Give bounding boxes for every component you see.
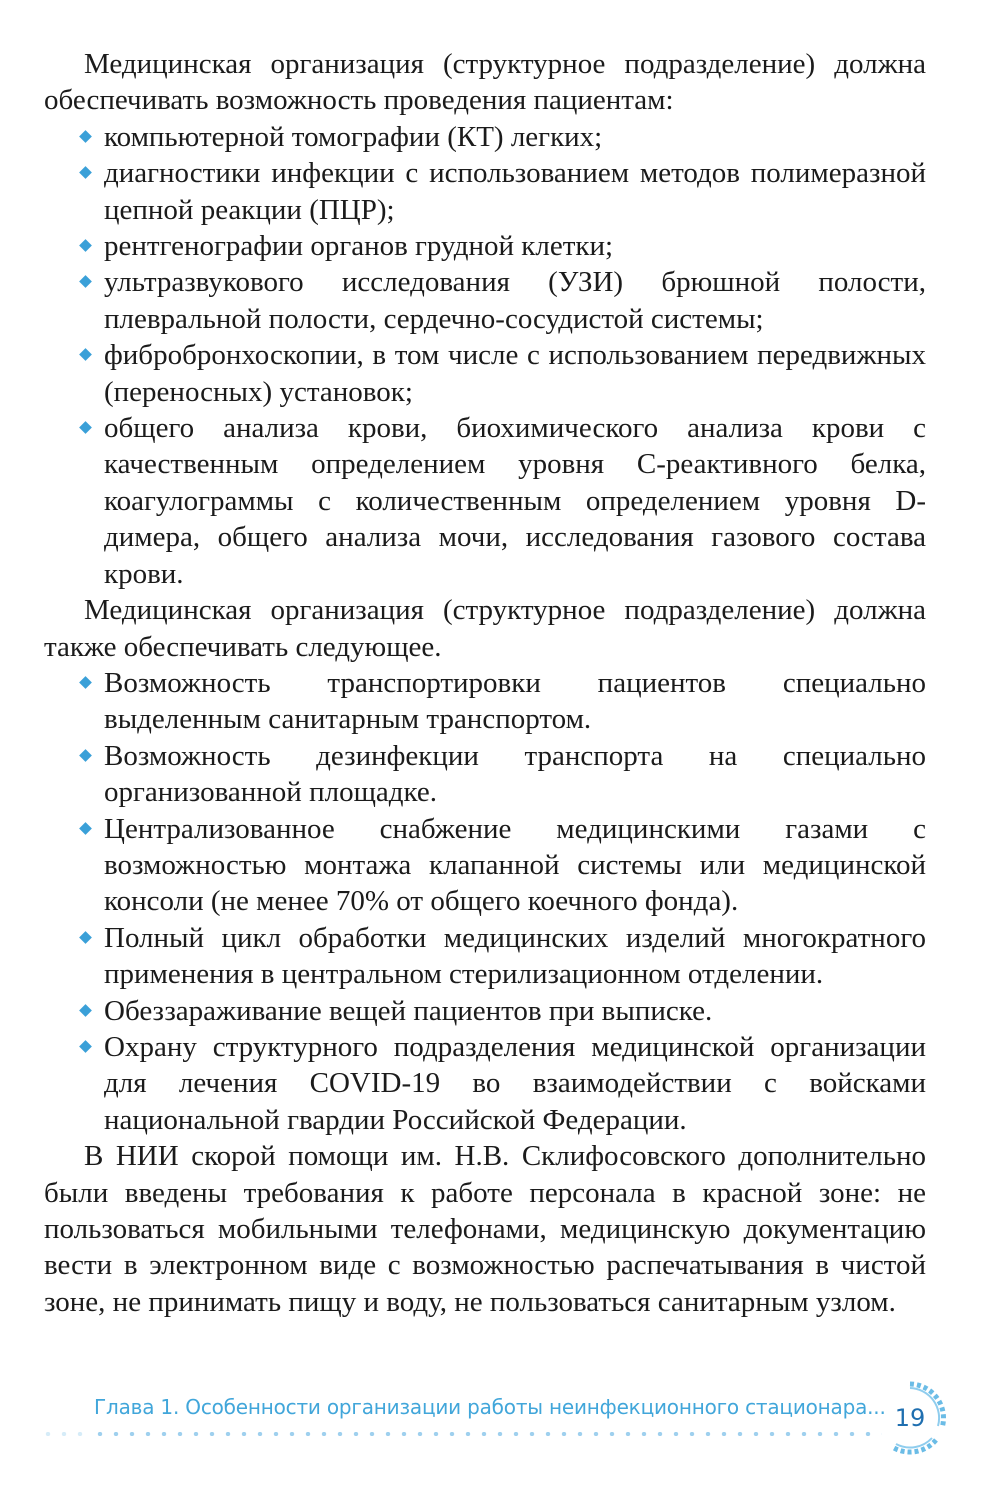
list-item <box>104 665 926 738</box>
diamond-bullet-icon <box>79 276 92 289</box>
footer-dotted-line-fade <box>40 1432 92 1436</box>
list-item-text: ультразвукового исследования (УЗИ) брюшной полости, плевральной полости, сердечно-сосудистой системы; <box>104 266 926 335</box>
list-item-text: Полный цикл обработки медицинских изделий многократного применения в центральном стерилизационном отделении. <box>104 921 926 991</box>
list-item-text: Обеззараживание вещей пациентов при выписке. <box>104 994 713 1027</box>
list-item <box>104 410 926 592</box>
page-number-badge <box>870 1378 950 1458</box>
list-item-text: фибробронхоскопии, в том числе с использованием передвижных (переносных) установок; <box>104 339 926 408</box>
final-paragraph: В НИИ скорой помощи им. Н.В. Склифосовского дополнительно были введены требования к работе персонала в красной зоне: не пользоваться мобильными телефонами, медицинскую документацию вести в электронном виде с возможностью распечатывания в чистой зоне, не принимать пищу и воду, не пользоваться санитарным узлом. <box>44 1140 926 1318</box>
page-number: 19 <box>894 1404 926 1432</box>
list-item <box>104 337 926 410</box>
requirements-list <box>44 665 926 1138</box>
list-item-text: Охрану структурного подразделения медицинской организации для лечения COVID-19 во взаимодействии с войсками национальной гвардии Российской Федерации. <box>104 1030 926 1136</box>
list-item <box>104 993 926 1029</box>
diamond-bullet-icon <box>79 676 92 689</box>
list-item-text: Централизованное снабжение медицинскими газами с возможностью монтажа клапанной системы или медицинской консоли (не менее 70% от общего коечного фонда). <box>104 812 926 918</box>
diamond-bullet-icon <box>79 822 92 835</box>
diamond-bullet-icon <box>79 931 92 944</box>
intro-paragraph-1: Медицинская организация (структурное подразделение) должна обеспечивать возможность проведения пациентам: <box>44 48 926 117</box>
list-item <box>104 119 926 155</box>
list-item-text: Возможность транспортировки пациентов специально выделенным санитарным транспортом. <box>104 666 926 736</box>
list-item <box>104 920 926 993</box>
list-item <box>104 1029 926 1138</box>
list-item-text: компьютерной томографии (КТ) легких; <box>104 120 603 153</box>
list-item-text: общего анализа крови, биохимического анализа крови с качественным определением уровня С-реактивного белка, коагулограммы с количественным определением уровня D-димера, общего анализа мочи, исследования газового состава крови. <box>104 412 926 590</box>
examinations-list <box>44 119 926 592</box>
diamond-bullet-icon <box>79 749 92 762</box>
list-item-text: Возможность дезинфекции транспорта на специально организованной площадке. <box>104 739 926 809</box>
list-item <box>104 155 926 228</box>
diamond-bullet-icon <box>79 421 92 434</box>
intro-paragraph-2: Медицинская организация (структурное подразделение) должна также обеспечивать следующее. <box>44 594 926 663</box>
list-item-text: рентгенографии органов грудной клетки; <box>104 230 614 263</box>
diamond-bullet-icon <box>79 1004 92 1017</box>
diamond-bullet-icon <box>79 239 92 252</box>
diamond-bullet-icon <box>79 1040 92 1053</box>
diamond-bullet-icon <box>79 130 92 143</box>
list-item-text: диагностики инфекции с использованием методов полимеразной цепной реакции (ПЦР); <box>104 157 926 226</box>
diamond-bullet-icon <box>79 348 92 361</box>
chapter-running-footer: Глава 1. Особенности организации работы неинфекционного стационара... <box>94 1395 886 1419</box>
body-text <box>44 46 926 1320</box>
list-item <box>104 738 926 811</box>
list-item <box>104 811 926 920</box>
list-item <box>104 264 926 337</box>
footer-dotted-line <box>92 1432 882 1436</box>
list-item <box>104 228 926 264</box>
diamond-bullet-icon <box>79 166 92 179</box>
